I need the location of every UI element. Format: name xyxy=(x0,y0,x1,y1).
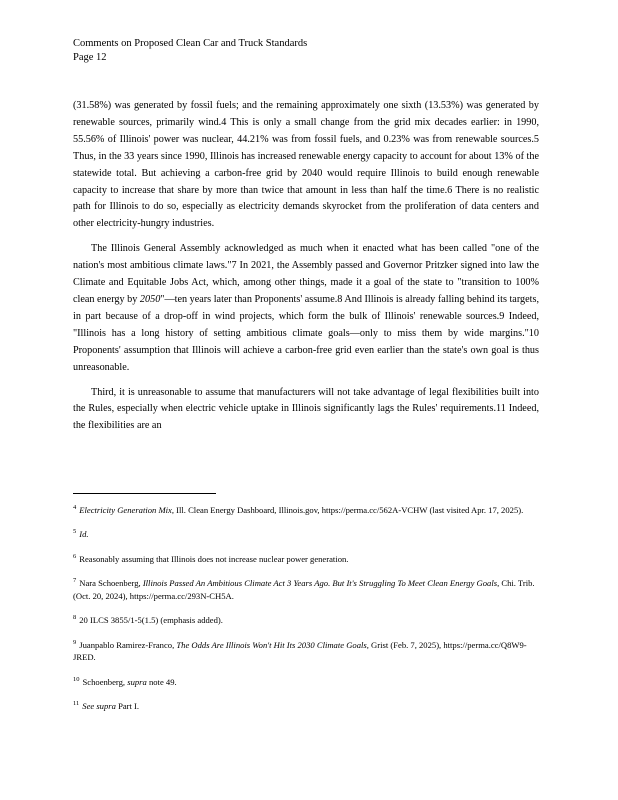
page-header xyxy=(73,37,307,65)
footnote-text: note 49. xyxy=(146,676,177,687)
footnote xyxy=(73,612,539,626)
footnote-number: 9 xyxy=(73,638,77,646)
footnote-italic: Id. xyxy=(79,529,89,540)
footnote-author: Schoenberg, xyxy=(82,676,128,687)
footnote-author: Nara Schoenberg, xyxy=(79,578,143,589)
footnote-number: 6 xyxy=(73,552,77,560)
footnote xyxy=(73,674,539,688)
footnote-number: 10 xyxy=(73,675,80,683)
header-title: Comments on Proposed Clean Car and Truck Standards xyxy=(73,38,308,49)
footnote-number: 8 xyxy=(73,614,77,622)
paragraph-2-part-a: The Illinois General Assembly acknowledged as much when it enacted what has been called "one of the nation's most ambitious climate laws."7 In 2021, the Assembly passed and Governor Pritzker signed into law the Climate and Equitable Jobs Act, which, among other things, made it a goal of the state to "transition to 100% clean energy by xyxy=(73,243,539,305)
page-number: Page 12 xyxy=(73,52,107,63)
footnote xyxy=(73,526,539,540)
footnote-number: 7 xyxy=(73,577,77,585)
footnote-number: 5 xyxy=(73,528,77,536)
footnote-text: Reasonably assuming that Illinois does not increase nuclear power generation. xyxy=(79,553,349,564)
footnote xyxy=(73,575,539,602)
footnote xyxy=(73,698,539,712)
footnote xyxy=(73,551,539,565)
footnotes xyxy=(73,502,539,723)
footnote xyxy=(73,502,539,516)
footnote xyxy=(73,637,539,664)
footnote-text: Part I. xyxy=(115,701,140,712)
footnote-italic: Electricity Generation Mix xyxy=(79,504,172,515)
paragraph-1: (31.58%) was generated by fossil fuels; and the remaining approximately one sixth (13.53%) was generated by renewable sources, primarily wind.4 This is only a small change from the grid mix decades earlier: in 1990, 55.56% of Illinois' power was nuclear, 44.21% was from fossil fuels, and 0.23% was from renewable sources.5 Thus, in the 33 years since 1990, Illinois has increased renewable energy capacity to account for about 13% of the statewide total. But achieving a carbon-free grid by 2040 would require Illinois to build enough renewable capacity to increase that share by more than twice that amount in less than half the time.6 There is no realistic path for Illinois to do so, especially as electricity demands skyrocket from the proliferation of data centers and other electricity-hungry industries. xyxy=(73,100,539,230)
footnote-text: , Ill. Clean Energy Dashboard, Illinois.gov, https://perma.cc/562A-VCHW (last visited Apr. 17, 2025). xyxy=(171,504,524,515)
footnote-author: Juanpablo Ramirez-Franco, xyxy=(79,639,177,650)
footnote-number: 11 xyxy=(73,700,80,708)
footnote-italic: See supra xyxy=(82,701,116,712)
footnote-number: 4 xyxy=(73,504,77,511)
footnote-text: 20 ILCS 3855/1-5(1.5) (emphasis added). xyxy=(79,615,223,626)
paragraph-3: Third, it is unreasonable to assume that manufacturers will not take advantage of legal flexibilities built into the Rules, especially when electric vehicle uptake in Illinois significantly lags the Rules' requirements.11 Indeed, the flexibilities are an xyxy=(73,386,539,432)
footnote-separator xyxy=(73,493,216,494)
paragraph-2-part-b: "—ten years later than Proponents' assume.8 And Illinois is already falling behind its targets, in part because of a drop-off in wind projects, which form the bulk of Illinois' renewable sources.9 Indeed, "Illinois has a long history of setting ambitious climate goals—only to miss them by wide margins."10 Proponents' assumption that Illinois will achieve a carbon-free grid even earlier than the state's own goal is thus unreasonable. xyxy=(73,293,539,373)
footnote-italic: The Odds Are Illinois Won't Hit Its 2030 Climate Goals xyxy=(176,639,367,650)
footnote-italic: Illinois Passed An Ambitious Climate Act 3 Years Ago. But It's Struggling To Meet Clean Energy Goals xyxy=(142,578,498,589)
body-text xyxy=(73,98,539,443)
paragraph-2-year: 2050 xyxy=(139,293,161,305)
footnote-text: , Grist (Feb. 7, 2025), https://perma.cc/Q8W9-JRED. xyxy=(73,639,527,663)
footnote-text: , Chi. Trib. (Oct. 20, 2024), https://perma.cc/293N-CH5A. xyxy=(73,578,535,601)
paragraph-2 xyxy=(73,241,539,376)
footnote-italic: supra xyxy=(127,676,147,687)
